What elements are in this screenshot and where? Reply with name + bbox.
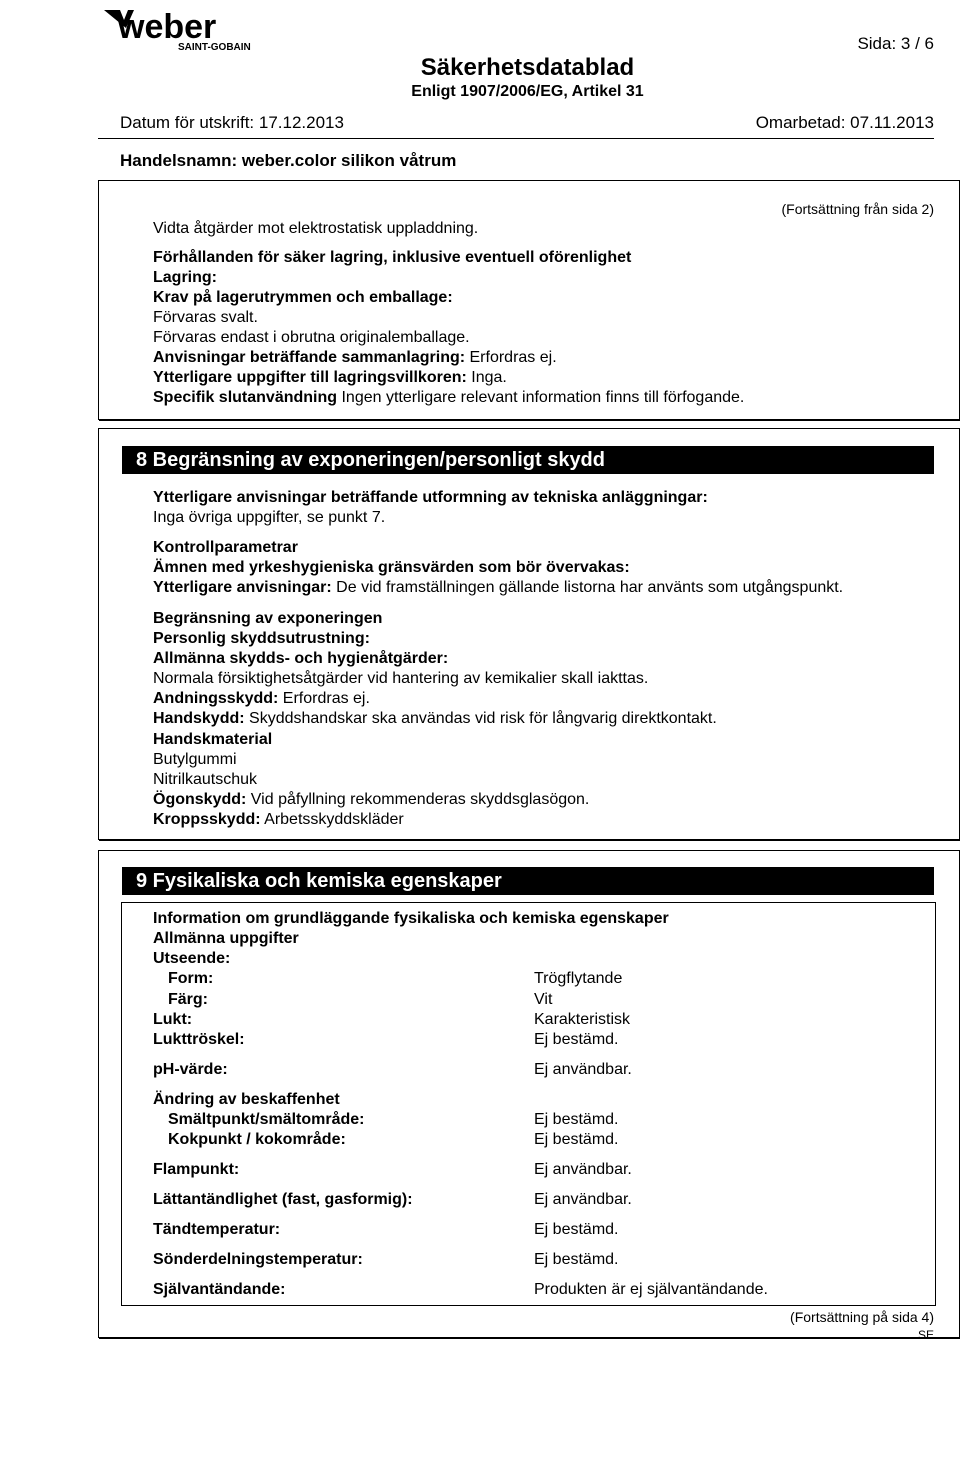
property-value-boiling-point: Ej bestämd. <box>534 1131 619 1148</box>
specific-end-use-label: Specifik slutanvändning <box>153 389 338 406</box>
property-label-self-ignition: Självantändande: <box>153 1281 286 1298</box>
further-instructions-label: Ytterligare anvisningar: <box>153 579 332 596</box>
property-value-colour: Vit <box>534 991 553 1008</box>
basic-properties-label: Information om grundläggande fysikaliska och kemiska egenskaper <box>153 910 669 927</box>
property-label-flash-point: Flampunkt: <box>153 1161 240 1178</box>
brand-wordmark: weber <box>118 8 217 46</box>
body-protection-value: Arbetsskyddskläder <box>260 811 404 828</box>
trade-name: Handelsnamn: weber.color silikon våtrum <box>120 151 457 170</box>
storage-label: Lagring: <box>153 269 217 286</box>
weber-logo-mark <box>100 6 252 54</box>
property-label-ph: pH-värde: <box>153 1061 228 1078</box>
respiratory-protection-line <box>153 689 370 709</box>
property-label-change-of-state: Ändring av beskaffenhet <box>153 1091 340 1108</box>
property-label-colour: Färg: <box>168 991 208 1008</box>
eye-protection-value: Vid påfyllning rekommenderas skyddsglasögon. <box>246 791 590 808</box>
respiratory-protection-label: Andningsskydd: <box>153 690 279 707</box>
storage-conditions-heading: Förhållanden för säker lagring, inklusive eventuell oförenlighet <box>153 249 632 266</box>
storage-further-value: Inga. <box>466 369 507 386</box>
storage-keep-cool: Förvaras svalt. <box>153 309 258 326</box>
section-9-heading: 9 Fysikaliska och kemiska egenskaper <box>122 867 934 895</box>
print-date: Datum för utskrift: 17.12.2013 <box>120 113 344 132</box>
revised-date: Omarbetad: 07.11.2013 <box>755 113 934 132</box>
exposure-controls-label: Begränsning av exponeringen <box>153 610 383 627</box>
section-8-heading: 8 Begränsning av exponeringen/personligt skydd <box>122 446 934 474</box>
document-title: Säkerhetsdatablad <box>420 54 635 81</box>
hand-protection-value: Skyddshandskar ska användas vid risk för långvarig direktkontakt. <box>244 710 717 727</box>
eye-protection-label: Ögonskydd: <box>153 791 247 808</box>
body-protection-line <box>153 810 404 830</box>
property-value-melting-point: Ej bestämd. <box>534 1111 619 1128</box>
specific-end-use-line <box>153 388 744 408</box>
control-parameters-label: Kontrollparametrar <box>153 539 298 556</box>
glove-material-butyl: Butylgummi <box>153 751 237 768</box>
storage-co-storage-line <box>153 348 557 368</box>
storage-line-electrostatic: Vidta åtgärder mot elektrostatisk uppladdning. <box>153 220 479 237</box>
specific-end-use-value: Ingen ytterligare relevant information finns till förfogande. <box>337 389 745 406</box>
header-divider <box>98 138 934 139</box>
hygiene-measures-label: Allmänna skydds- och hygienåtgärder: <box>153 650 449 667</box>
continued-on-note: (Fortsättning på sida 4) <box>790 1309 934 1325</box>
property-label-melting-point: Smältpunkt/smältområde: <box>168 1111 365 1128</box>
property-label-ignition-temp: Tändtemperatur: <box>153 1221 281 1238</box>
storage-requirements-label: Krav på lagerutrymmen och emballage: <box>153 289 453 306</box>
property-label-form: Form: <box>168 970 214 987</box>
property-label-odour-threshold: Lukttröskel: <box>153 1031 245 1048</box>
property-value-form: Trögflytande <box>534 970 623 987</box>
brand-subline: SAINT-GOBAIN <box>178 42 251 53</box>
appearance-label: Utseende: <box>153 950 231 967</box>
property-value-flammability: Ej användbar. <box>534 1191 632 1208</box>
tech-measures-label: Ytterligare anvisningar beträffande utformning av tekniska anläggningar: <box>153 489 708 506</box>
hand-protection-line <box>153 709 717 729</box>
property-value-ignition-temp: Ej bestämd. <box>534 1221 619 1238</box>
property-value-odour-threshold: Ej bestämd. <box>534 1031 619 1048</box>
general-info-label: Allmänna uppgifter <box>153 930 299 947</box>
exposure-limits-label: Ämnen med yrkeshygieniska gränsvärden som bör övervakas: <box>153 559 630 576</box>
property-label-flammability: Lättantändlighet (fast, gasformig): <box>153 1191 413 1208</box>
weber-logo <box>100 6 252 54</box>
further-instructions-line <box>153 578 843 598</box>
co-storage-label: Anvisningar beträffande sammanlagring: <box>153 349 466 366</box>
glove-material-label: Handskmaterial <box>153 731 273 748</box>
page-number: Sida: 3 / 6 <box>857 34 934 53</box>
property-value-decomposition-temp: Ej bestämd. <box>534 1251 619 1268</box>
glove-material-nitrile: Nitrilkautschuk <box>153 771 258 788</box>
storage-further-line <box>153 368 507 388</box>
hand-protection-label: Handskydd: <box>153 710 245 727</box>
tech-measures-value: Inga övriga uppgifter, se punkt 7. <box>153 509 386 526</box>
property-label-decomposition-temp: Sönderdelningstemperatur: <box>153 1251 363 1268</box>
property-value-self-ignition: Produkten är ej självantändande. <box>534 1281 768 1298</box>
respiratory-protection-value: Erfordras ej. <box>278 690 370 707</box>
continued-from-note: (Fortsättning från sida 2) <box>781 201 934 217</box>
storage-original-packaging: Förvaras endast i obrutna originalemballage. <box>153 329 470 346</box>
property-value-flash-point: Ej användbar. <box>534 1161 632 1178</box>
property-value-odour: Karakteristisk <box>534 1011 631 1028</box>
property-value-ph: Ej användbar. <box>534 1061 632 1078</box>
body-protection-label: Kroppsskydd: <box>153 811 261 828</box>
further-instructions-value: De vid framställningen gällande listorna har använts som utgångspunkt. <box>331 579 844 596</box>
property-label-odour: Lukt: <box>153 1011 193 1028</box>
language-code: SE <box>917 1328 934 1342</box>
property-label-boiling-point: Kokpunkt / kokområde: <box>168 1131 346 1148</box>
storage-further-label: Ytterligare uppgifter till lagringsvillkoren: <box>153 369 467 386</box>
document-subtitle: Enligt 1907/2006/EG, Artikel 31 <box>411 83 644 100</box>
ppe-label: Personlig skyddsutrustning: <box>153 630 370 647</box>
co-storage-value: Erfordras ej. <box>465 349 557 366</box>
eye-protection-line <box>153 790 589 810</box>
hygiene-measures-value: Normala försiktighetsåtgärder vid hantering av kemikalier skall iakttas. <box>153 670 649 687</box>
